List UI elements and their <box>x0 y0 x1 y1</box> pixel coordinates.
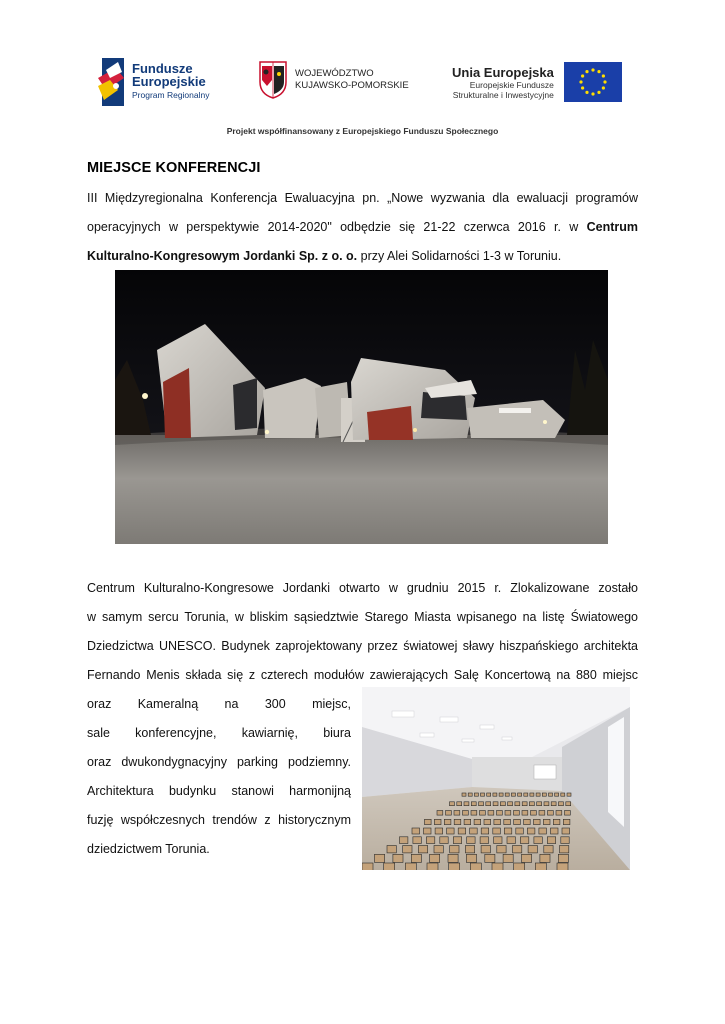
chair <box>375 854 385 862</box>
intro-venue-bold-start: Centrum <box>586 220 638 234</box>
chair <box>465 846 474 853</box>
chair <box>534 837 542 844</box>
chair <box>551 828 559 834</box>
chair <box>516 828 524 834</box>
chair <box>511 793 515 796</box>
chair <box>480 837 488 844</box>
chair <box>444 819 451 824</box>
chair <box>481 793 485 796</box>
eu-star <box>597 91 600 94</box>
chair <box>520 837 528 844</box>
chair <box>393 854 403 862</box>
eu-star <box>591 92 594 95</box>
chair <box>424 828 432 834</box>
chair <box>474 793 478 796</box>
chair <box>528 846 537 853</box>
chair <box>493 828 501 834</box>
intro-line-3-text: przy Alei Solidarności 1-3 w Toruniu. <box>357 249 562 263</box>
chair <box>514 819 521 824</box>
chair <box>504 819 511 824</box>
chair <box>527 828 535 834</box>
description-line-8: Architektura budynku stanowi harmonijną <box>87 784 351 798</box>
chair <box>493 802 498 806</box>
chair <box>531 811 537 816</box>
fe-logo-line3: Program Regionalny <box>132 90 210 100</box>
chair <box>440 837 448 844</box>
chair <box>487 793 491 796</box>
chair <box>384 863 395 870</box>
unia-europejska-logo <box>452 62 622 102</box>
chair <box>557 863 568 870</box>
chair <box>400 837 408 844</box>
chair <box>544 846 553 853</box>
chair <box>560 846 569 853</box>
chair <box>537 802 542 806</box>
chair <box>565 811 571 816</box>
chair <box>522 811 528 816</box>
intro-line-2-text: operacyjnych w perspektywie 2014-2020" odbędzie się 21-22 czerwca 2016 r. w <box>87 220 587 234</box>
chair <box>427 863 438 870</box>
building-exterior-photo <box>115 270 608 544</box>
chair <box>522 802 527 806</box>
chair <box>470 828 478 834</box>
chair <box>425 819 432 824</box>
chair <box>481 828 489 834</box>
chair <box>567 793 571 796</box>
ue-logo-line1: Unia Europejska <box>452 64 554 80</box>
chair <box>543 819 550 824</box>
chair <box>499 793 503 796</box>
chair <box>488 811 494 816</box>
chair <box>474 819 481 824</box>
chair <box>518 793 522 796</box>
chair <box>503 854 513 862</box>
fe-logo-line1: Fundusze <box>132 61 193 76</box>
chair <box>535 863 546 870</box>
chair <box>470 863 481 870</box>
chair <box>426 837 434 844</box>
chair <box>480 811 486 816</box>
description-line-7: oraz dwukondygnacyjny parking podziemny. <box>87 755 351 769</box>
fe-logo-line2: Europejskie <box>132 74 206 89</box>
chair <box>464 802 469 806</box>
chair <box>497 811 503 816</box>
chair <box>530 793 534 796</box>
eu-flag-icon <box>564 62 622 102</box>
chair <box>513 846 522 853</box>
chair <box>446 811 452 816</box>
eu-star <box>597 70 600 73</box>
eu-star <box>585 91 588 94</box>
chair <box>434 819 441 824</box>
chair <box>362 863 373 870</box>
chair <box>505 811 511 816</box>
chair <box>524 819 531 824</box>
chair <box>534 819 541 824</box>
chair <box>412 828 420 834</box>
logo-bar <box>0 52 725 112</box>
wojewodztwo-logo <box>258 60 409 100</box>
chair <box>555 793 559 796</box>
chair <box>547 837 555 844</box>
chair <box>454 811 460 816</box>
cofunding-note: Projekt współfinansowany z Europejskiego Funduszu Społecznego <box>226 126 499 136</box>
chair <box>462 793 466 796</box>
chair <box>405 863 416 870</box>
description-line-9: fuzję współczesnych trendów z historycznym <box>87 813 351 827</box>
chair <box>413 837 421 844</box>
chair <box>492 863 503 870</box>
chair <box>466 854 476 862</box>
chair <box>539 811 545 816</box>
chair <box>566 802 571 806</box>
chair <box>514 863 525 870</box>
intro-line-1: III Międzyregionalna Konferencja Ewaluacyjna pn. „Nowe wyzwania dla ewaluacji programów <box>87 191 638 205</box>
eu-star <box>585 70 588 73</box>
chair <box>507 837 515 844</box>
description-line-10: dziedzictwem Torunia. <box>87 842 210 856</box>
chair <box>418 846 427 853</box>
chair <box>553 819 560 824</box>
chair <box>411 854 421 862</box>
ue-logo-line3: Strukturalne i Inwestycyjne <box>452 89 554 100</box>
description-line-2: w samym sercu Torunia, w bliskim sąsiedztwie Starego Miasta wpisanego na listę Światowego <box>87 610 638 624</box>
chair <box>450 802 455 806</box>
chair <box>430 854 440 862</box>
chair <box>458 828 466 834</box>
chair <box>504 828 512 834</box>
chair <box>403 846 412 853</box>
chair <box>561 837 569 844</box>
chair <box>493 793 497 796</box>
eu-star <box>602 86 605 89</box>
eu-star <box>603 80 606 83</box>
fundusze-europejskie-logo <box>96 56 209 108</box>
chair <box>529 802 534 806</box>
chair <box>559 802 564 806</box>
chair <box>463 811 469 816</box>
chair <box>522 854 532 862</box>
conference-hall-photo <box>362 687 630 870</box>
chair <box>548 811 554 816</box>
eu-star <box>581 74 584 77</box>
chair <box>447 828 455 834</box>
chair <box>542 793 546 796</box>
chair <box>479 802 484 806</box>
chair <box>484 819 491 824</box>
chair <box>551 802 556 806</box>
chair <box>549 793 553 796</box>
chair <box>450 846 459 853</box>
chair <box>435 828 443 834</box>
chair <box>467 837 475 844</box>
chair <box>494 837 502 844</box>
wkp-logo-line1: WOJEWÓDZTWO <box>295 68 374 79</box>
chair <box>464 819 471 824</box>
chair <box>453 837 461 844</box>
intro-venue-bold: Kulturalno-Kongresowym Jordanki Sp. z o. o. <box>87 249 358 263</box>
chair <box>471 802 476 806</box>
chair <box>485 854 495 862</box>
chair <box>497 846 506 853</box>
chair <box>562 828 570 834</box>
chair <box>556 811 562 816</box>
chair <box>448 854 458 862</box>
chair <box>434 846 443 853</box>
chair <box>508 802 513 806</box>
chair <box>558 854 568 862</box>
chair <box>481 846 490 853</box>
eu-star <box>581 86 584 89</box>
eu-star <box>579 80 582 83</box>
chair <box>505 793 509 796</box>
description-line-5: oraz Kameralną na 300 miejsc, <box>87 697 351 711</box>
description-line-6: sale konferencyjne, kawiarnię, biura <box>87 726 351 740</box>
description-line-3: Dziedzictwa UNESCO. Budynek zaprojektowany przez światowej sławy hiszpańskiego architekta <box>87 639 638 653</box>
chair <box>486 802 491 806</box>
chair <box>561 793 565 796</box>
chair <box>468 793 472 796</box>
chair <box>540 854 550 862</box>
chair <box>437 811 443 816</box>
chair <box>454 819 461 824</box>
intro-line-2 <box>87 213 638 242</box>
chair <box>387 846 396 853</box>
wkp-logo-line2: KUJAWSKO-POMORSKIE <box>295 80 409 91</box>
chair <box>544 802 549 806</box>
chair <box>494 819 501 824</box>
chair <box>514 811 520 816</box>
chair <box>539 828 547 834</box>
section-title: MIEJSCE KONFERENCJI <box>87 160 261 176</box>
chair <box>515 802 520 806</box>
chair <box>457 802 462 806</box>
chair <box>449 863 460 870</box>
chair <box>536 793 540 796</box>
eu-star <box>602 74 605 77</box>
eu-star <box>591 68 594 71</box>
description-line-4: Fernando Menis składa się z czterech modułów zawierających Salę Koncertową na 880 miejsc <box>87 668 638 682</box>
chair <box>500 802 505 806</box>
intro-line-3 <box>87 242 638 271</box>
chair <box>471 811 477 816</box>
chair <box>524 793 528 796</box>
description-line-1: Centrum Kulturalno-Kongresowe Jordanki otwarto w grudniu 2015 r. Zlokalizowane zostało <box>87 581 638 595</box>
fundusze-europejskie-emblem-icon <box>96 56 126 108</box>
ue-logo-line2: Europejskie Fundusze <box>469 79 554 90</box>
coat-of-arms-icon <box>258 60 288 100</box>
chair <box>563 819 570 824</box>
